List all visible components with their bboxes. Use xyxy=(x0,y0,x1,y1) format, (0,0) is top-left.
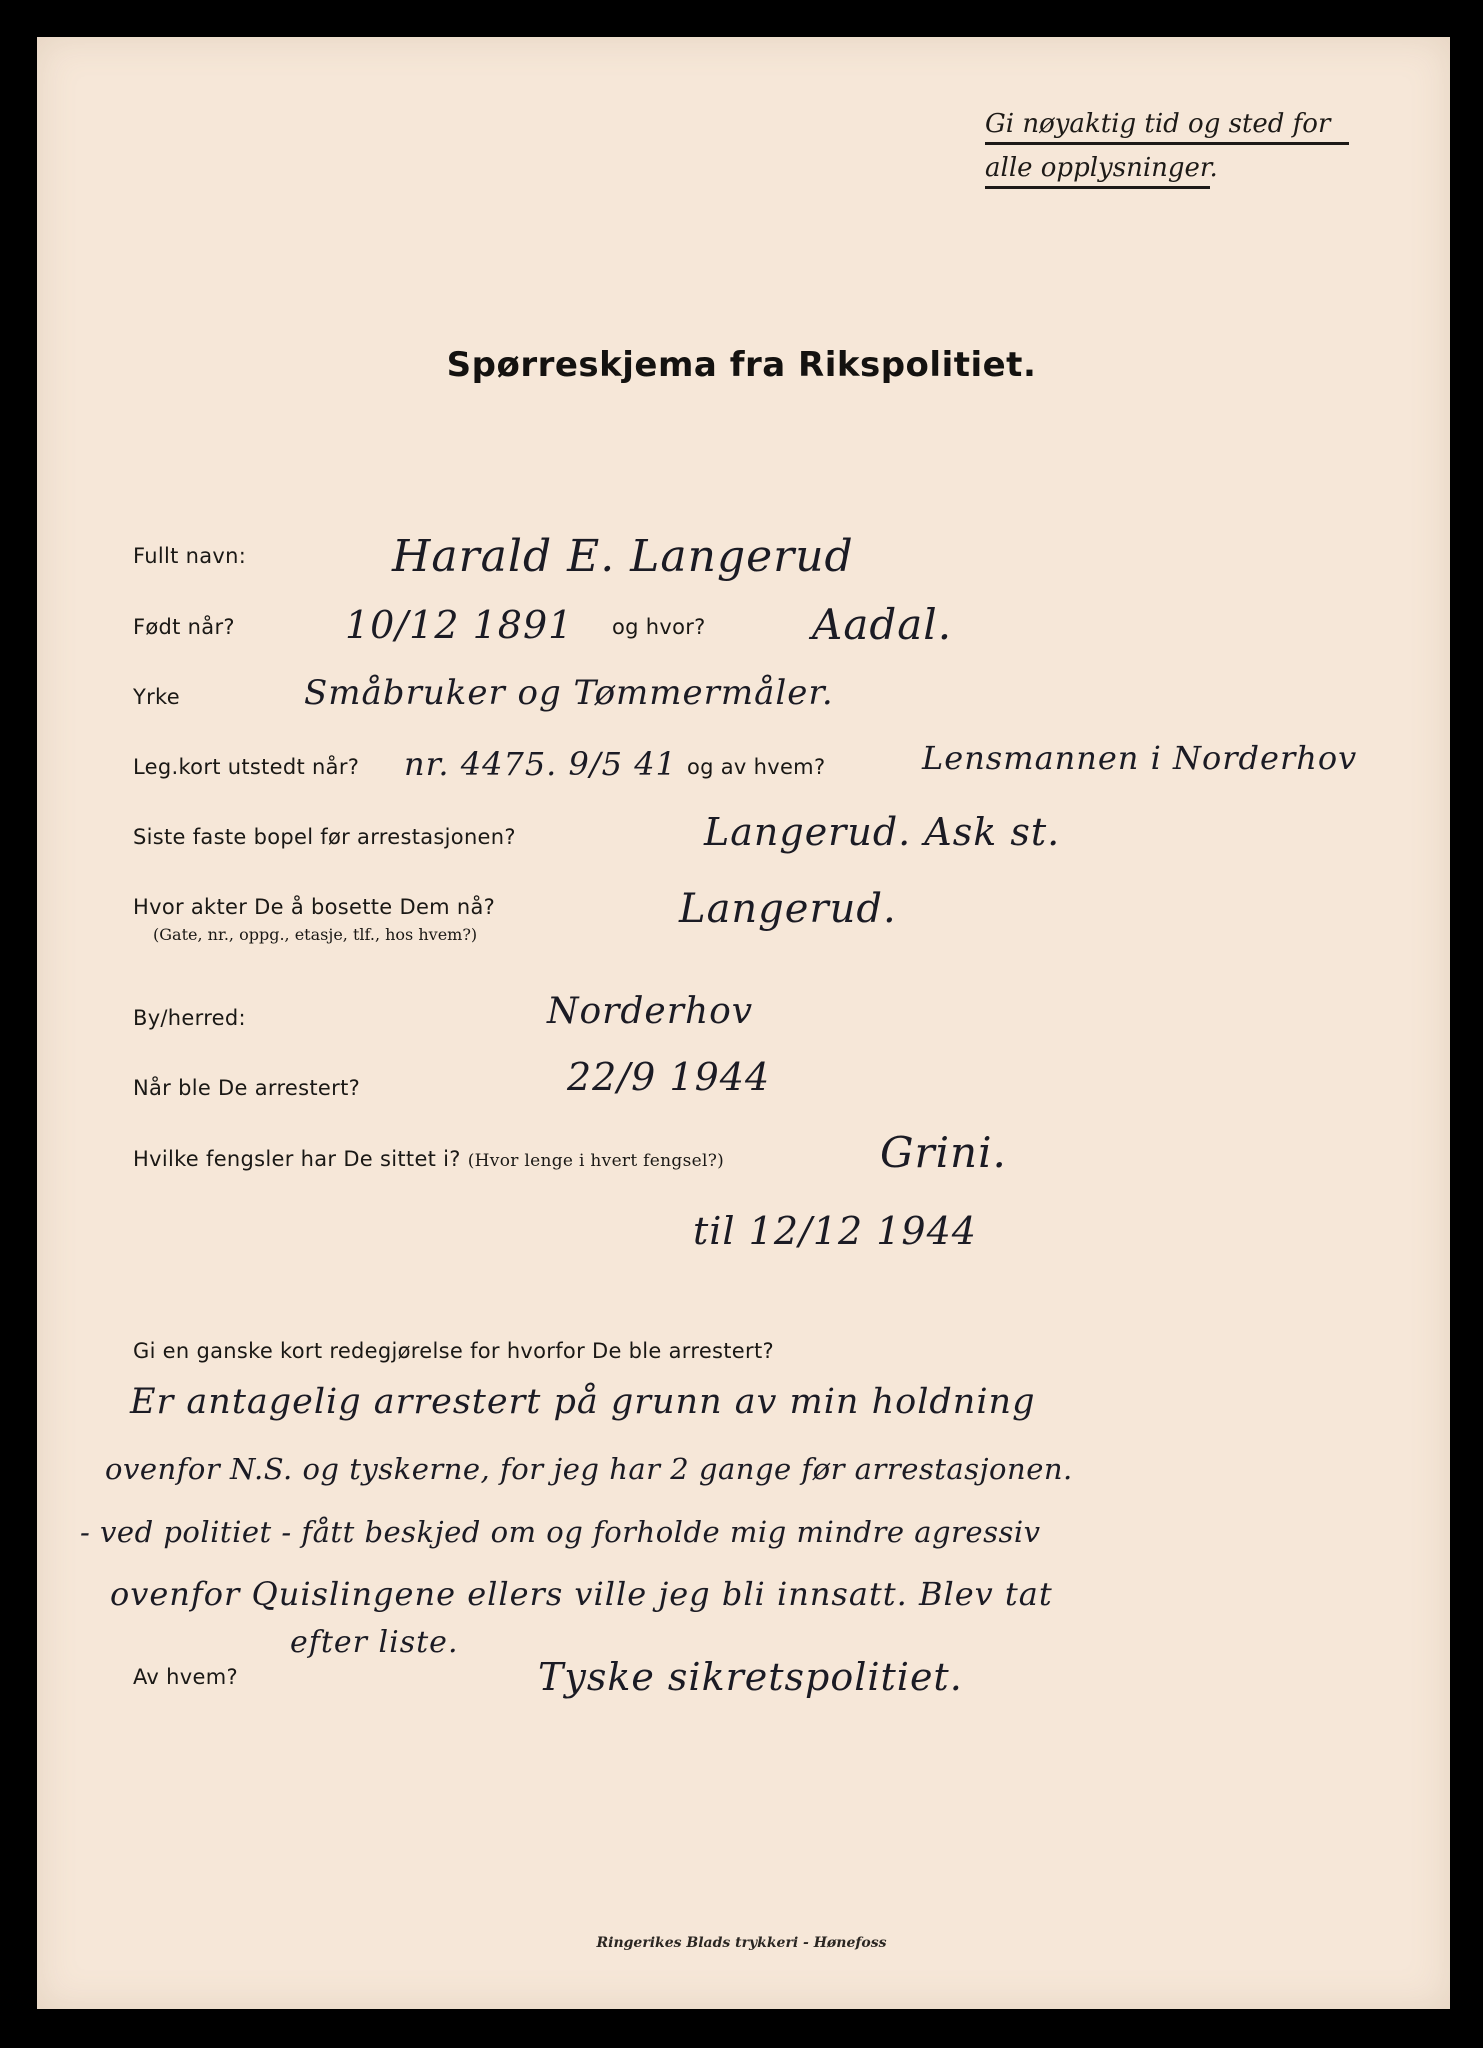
form-title: Spørreskjema fra Rikspolitiet. xyxy=(446,345,1037,385)
born-where-value: Aadal. xyxy=(812,600,953,649)
prisons-sublabel: (Hvor lenge i hvert fengsel?) xyxy=(467,1151,725,1171)
last-residence-value: Langerud. Ask st. xyxy=(704,810,1061,854)
notice-line-1: Gi nøyaktig tid og sted for xyxy=(985,109,1331,139)
born-where-label: og hvor? xyxy=(612,615,706,639)
printer-footer: Ringerikes Blads trykkeri - Hønefoss xyxy=(596,1935,887,1951)
born-when-label: Født når? xyxy=(133,615,235,639)
settle-now-label: Hvor akter De å bosette Dem nå? xyxy=(133,895,496,919)
by-whom-label: Av hvem? xyxy=(133,1665,238,1689)
reason-line-1: Er antagelig arrestert på grunn av min holdning xyxy=(130,1382,1036,1422)
reason-line-4: ovenfor Quislingene ellers ville jeg bli innsatt. Blev tat xyxy=(110,1575,1053,1613)
notice-line-2: alle opplysninger. xyxy=(985,153,1218,183)
full-name-value: Harald E. Langerud xyxy=(392,531,854,582)
occupation-value: Småbruker og Tømmermåler. xyxy=(304,673,834,713)
notice-underline-2 xyxy=(985,186,1210,189)
full-name-label: Fullt navn: xyxy=(133,544,247,568)
municipality-value: Norderhov xyxy=(547,991,754,1032)
last-residence-label: Siste faste bopel før arrestasjonen? xyxy=(133,825,516,849)
id-card-by-label: og av hvem? xyxy=(687,755,826,779)
prisons-label xyxy=(133,1149,724,1170)
municipality-label: By/herred: xyxy=(133,1006,246,1030)
id-card-by-value: Lensmannen i Norderhov xyxy=(922,739,1358,777)
prisons-label-text: Hvilke fengsler har De sittet i? xyxy=(133,1147,461,1171)
reason-line-5: efter liste. xyxy=(290,1625,459,1660)
prisons-value: Grini. xyxy=(880,1128,1007,1177)
reason-line-2: ovenfor N.S. og tyskerne, for jeg har 2 gange før arrestasjonen. xyxy=(105,1452,1073,1486)
by-whom-value: Tyske sikretspolitiet. xyxy=(538,1655,963,1699)
notice-underline-1 xyxy=(985,142,1349,145)
born-when-value: 10/12 1891 xyxy=(345,603,574,647)
settle-now-value: Langerud. xyxy=(679,886,897,932)
settle-now-sublabel: (Gate, nr., oppg., etasje, tlf., hos hvem?) xyxy=(153,925,478,944)
reason-label: Gi en ganske kort redegjørelse for hvorfor De ble arrestert? xyxy=(133,1339,774,1363)
id-card-when-value: nr. 4475. 9/5 41 xyxy=(404,745,677,783)
id-card-when-label: Leg.kort utstedt når? xyxy=(133,755,360,779)
arrest-date-label: Når ble De arrestert? xyxy=(133,1076,361,1100)
arrest-date-value: 22/9 1944 xyxy=(567,1055,771,1099)
reason-line-3: - ved politiet - fått beskjed om og forholde mig mindre agressiv xyxy=(80,1515,1041,1549)
prisons-value-2: til 12/12 1944 xyxy=(693,1209,977,1253)
occupation-label: Yrke xyxy=(133,685,180,709)
